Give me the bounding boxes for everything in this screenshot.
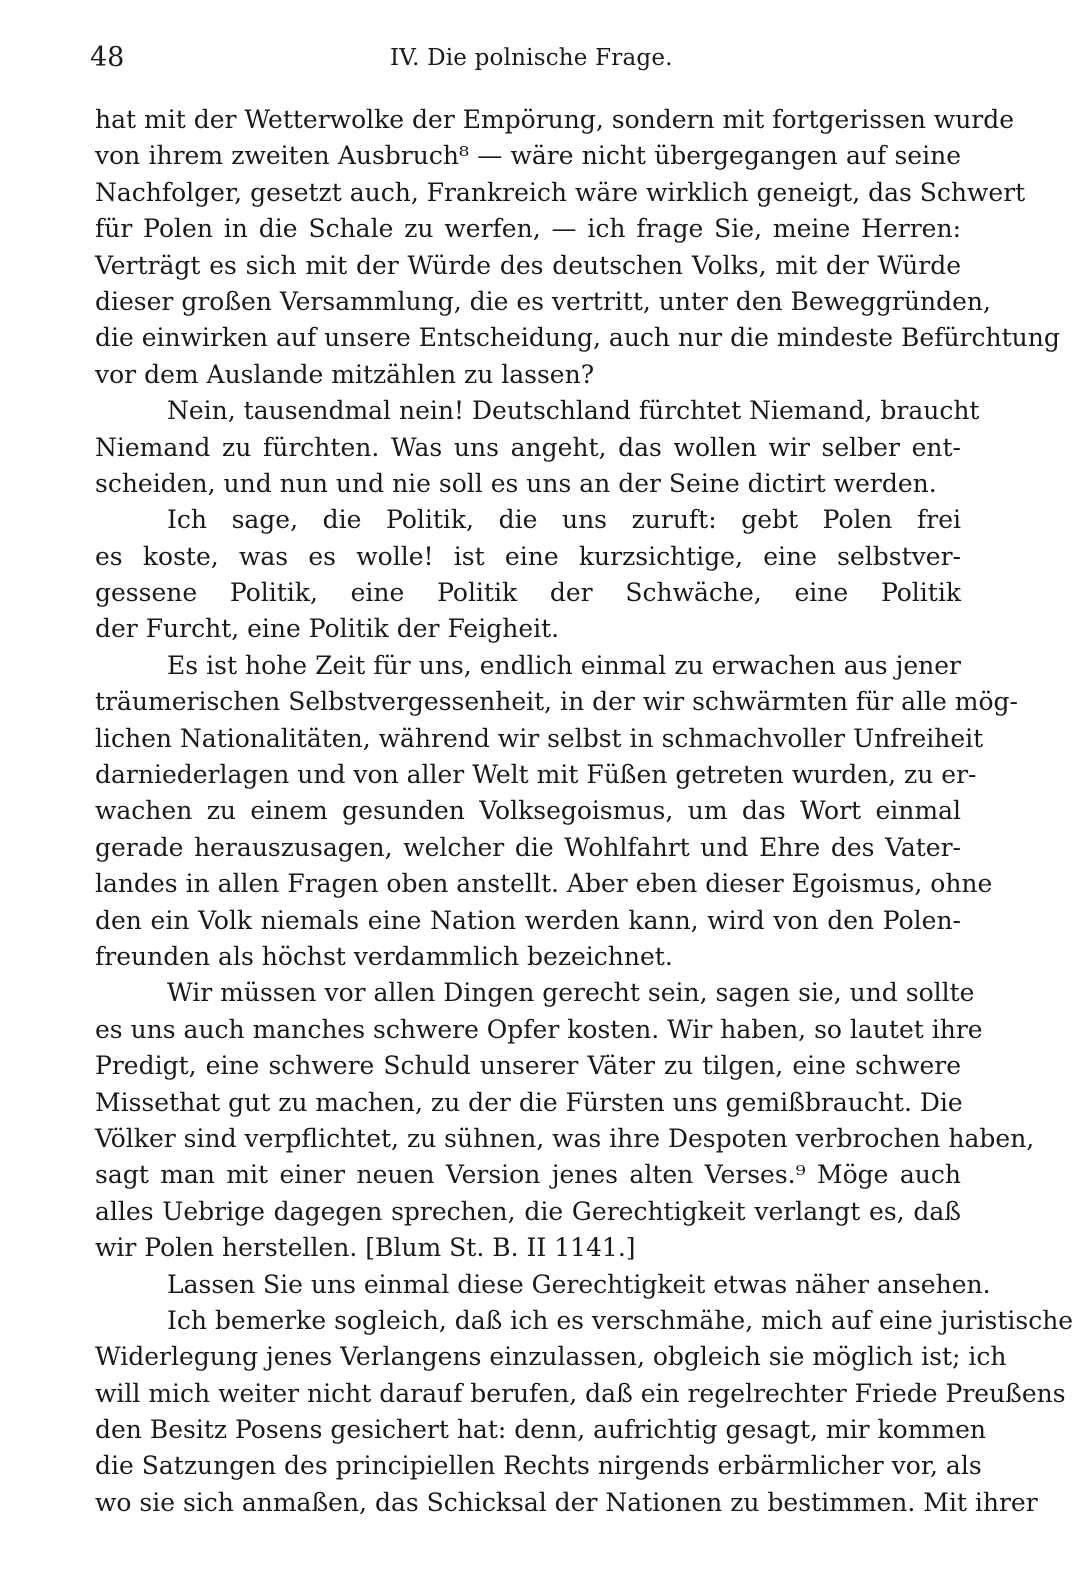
- text-line: Widerlegung jenes Verlangens einzulassen, obgleich sie möglich ist; ich: [95, 1342, 1007, 1372]
- text-line: alles Uebrige dagegen sprechen, die Gerechtigkeit verlangt es, daß: [95, 1196, 961, 1226]
- text-line: träumerischen Selbstvergessenheit, in der wir schwärmten für alle mög-: [95, 687, 1018, 717]
- text-line: Nein, tausendmal nein! Deutschland fürchtet Niemand, braucht: [167, 396, 980, 426]
- text-line: wachen zu einem gesunden Volksegoismus, um das Wort einmal: [95, 796, 961, 826]
- text-line: von ihrem zweiten Ausbruch⁸ — wäre nicht übergegangen auf seine: [95, 141, 961, 171]
- text-line: Verträgt es sich mit der Würde des deutschen Volks, mit der Würde: [95, 250, 961, 280]
- text-line: scheiden, und nun und nie soll es uns an der Seine dictirt werden.: [95, 468, 937, 498]
- text-line: wo sie sich anmaßen, das Schicksal der Nationen zu bestimmen. Mit ihrer: [95, 1487, 1038, 1517]
- body-text: [95, 102, 1073, 1521]
- text-line: den ein Volk niemals eine Nation werden kann, wird von den Polen-: [95, 905, 961, 935]
- text-line: für Polen in die Schale zu werfen, — ich frage Sie, meine Herren:: [95, 214, 961, 244]
- text-line: Nachfolger, gesetzt auch, Frankreich wäre wirklich geneigt, das Schwert: [95, 177, 1026, 207]
- text-line: darniederlagen und von aller Welt mit Füßen getreten wurden, zu er-: [95, 760, 977, 790]
- text-line: gerade herauszusagen, welcher die Wohlfahrt und Ehre des Vater-: [95, 832, 961, 862]
- text-line: sagt man mit einer neuen Version jenes alten Verses.⁹ Möge auch: [95, 1160, 961, 1190]
- text-line: der Furcht, eine Politik der Feigheit.: [95, 614, 560, 644]
- text-line: freunden als höchst verdammlich bezeichnet.: [95, 941, 673, 971]
- text-line: den Besitz Posens gesichert hat: denn, aufrichtig gesagt, mir kommen: [95, 1415, 987, 1445]
- text-line: Ich bemerke sogleich, daß ich es verschmähe, mich auf eine juristische: [167, 1305, 1073, 1335]
- text-line: Es ist hohe Zeit für uns, endlich einmal zu erwachen aus jener: [167, 650, 961, 680]
- text-line: Völker sind verpflichtet, zu sühnen, was ihre Despoten verbrochen haben,: [95, 1123, 1035, 1153]
- text-line: Ich sage, die Politik, die uns zuruft: gebt Polen frei: [167, 505, 961, 535]
- page-header: [0, 38, 1000, 78]
- page-number: 48: [90, 42, 125, 73]
- text-line: die Satzungen des principiellen Rechts nirgends erbärmlicher vor, als: [95, 1451, 982, 1481]
- text-line: wir Polen herstellen. [Blum St. B. II 1141.]: [95, 1233, 636, 1263]
- text-line: Niemand zu fürchten. Was uns angeht, das wollen wir selber ent-: [95, 432, 961, 462]
- text-line: die einwirken auf unsere Entscheidung, auch nur die mindeste Befürchtung: [95, 323, 1060, 353]
- text-line: hat mit der Wetterwolke der Empörung, sondern mit fortgerissen wurde: [95, 105, 1015, 134]
- text-line: will mich weiter nicht darauf berufen, daß ein regelrechter Friede Preußens: [95, 1378, 1066, 1408]
- text-line: dieser großen Versammlung, die es vertritt, unter den Beweggründen,: [95, 286, 991, 316]
- text-line: es koste, was es wolle! ist eine kurzsichtige, eine selbstver-: [95, 541, 961, 571]
- text-line: Lassen Sie uns einmal diese Gerechtigkeit etwas näher ansehen.: [167, 1269, 991, 1299]
- text-line: Wir müssen vor allen Dingen gerecht sein, sagen sie, und sollte: [167, 978, 975, 1008]
- running-head: IV. Die polnische Frage.: [390, 45, 673, 71]
- text-line: landes in allen Fragen oben anstellt. Aber eben dieser Egoismus, ohne: [95, 869, 993, 899]
- text-line: Missethat gut zu machen, zu der die Fürsten uns gemißbraucht. Die: [95, 1087, 963, 1117]
- text-line: vor dem Auslande mitzählen zu lassen?: [95, 359, 595, 389]
- text-line: lichen Nationalitäten, während wir selbst in schmachvoller Unfreiheit: [95, 723, 984, 753]
- text-line: Predigt, eine schwere Schuld unserer Väter zu tilgen, eine schwere: [95, 1051, 961, 1081]
- text-line: es uns auch manches schwere Opfer kosten. Wir haben, so lautet ihre: [95, 1014, 983, 1044]
- text-line: gessene Politik, eine Politik der Schwäche, eine Politik: [95, 578, 961, 608]
